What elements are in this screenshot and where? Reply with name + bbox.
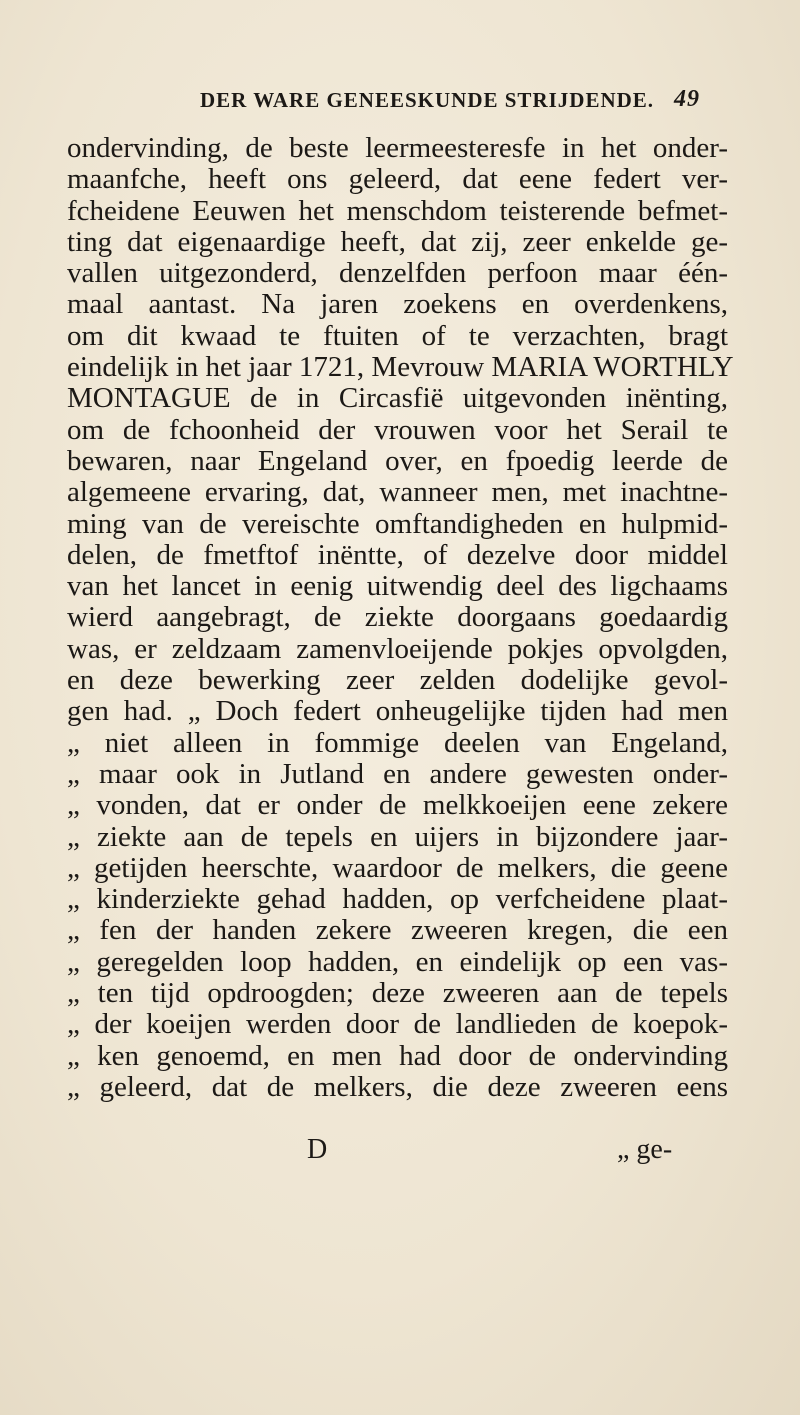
text-line: „ der koeijen werden door de landlieden de koepok- — [67, 1008, 728, 1041]
text-line: „ ziekte aan de tepels en uijers in bijzondere jaar- — [67, 820, 728, 853]
text-line: ming van de vereischte omftandigheden en hulpmid- — [67, 507, 728, 540]
text-line: was, er zeldzaam zamenvloeijende pokjes opvolgden, — [67, 632, 728, 665]
catchword: „ ge- — [617, 1134, 673, 1165]
text-line: om dit kwaad te ftuiten of te verzachten, bragt — [67, 319, 728, 352]
text-line: algemeene ervaring, dat, wanneer men, met inachtne- — [67, 476, 728, 509]
text-line: „ ten tijd opdroogden; deze zweeren aan de tepels — [67, 977, 728, 1010]
text-line: bewaren, naar Engeland over, en fpoedig leerde de — [67, 444, 728, 477]
page-header — [200, 88, 700, 118]
page-footer — [67, 1134, 728, 1170]
signature-mark: D — [307, 1134, 328, 1165]
text-line: „ geleerd, dat de melkers, die deze zweeren eens — [67, 1070, 728, 1103]
text-line: en deze bewerking zeer zelden dodelijke gevol- — [67, 664, 728, 697]
text-line: maal aantast. Na jaren zoekens en overdenkens, — [67, 288, 728, 321]
text-line: MONTAGUE de in Circasfië uitgevonden inënting, — [67, 382, 728, 415]
text-line: ondervinding, de beste leermeesteresfe in het onder- — [67, 132, 728, 164]
text-line: ting dat eigenaardige heeft, dat zij, zeer enkelde ge- — [67, 225, 728, 258]
text-line: „ maar ook in Jutland en andere gewesten onder- — [67, 757, 728, 790]
text-line: „ getijden heerschte, waardoor de melkers, die geene — [67, 851, 728, 884]
text-line: „ niet alleen in fommige deelen van Engeland, — [67, 726, 728, 759]
text-line: „ kinderziekte gehad hadden, op verfcheidene plaat- — [67, 883, 728, 916]
text-line: gen had. „ Doch federt onheugelijke tijden had men — [67, 695, 728, 728]
body-text — [67, 132, 734, 1103]
text-line: delen, de fmetftof inëntte, of dezelve door middel — [67, 538, 728, 571]
running-head: DER WARE GENEESKUNDE STRIJDENDE. — [200, 88, 655, 112]
text-line: eindelijk in het jaar 1721, Mevrouw MARIA WORTHLY — [67, 351, 734, 384]
text-line: „ fen der handen zekere zweeren kregen, die een — [67, 914, 728, 947]
text-line: maanfche, heeft ons geleerd, dat eene federt ver- — [67, 163, 728, 196]
text-line: „ vonden, dat er onder de melkkoeijen eene zekere — [67, 789, 728, 822]
text-line: vallen uitgezonderd, denzelfden perfoon maar één- — [67, 257, 728, 290]
text-line: om de fchoonheid der vrouwen voor het Serail te — [67, 413, 728, 446]
page-number: 49 — [674, 86, 700, 112]
text-line: fcheidene Eeuwen het menschdom teisterende befmet- — [67, 194, 728, 227]
text-line: wierd aangebragt, de ziekte doorgaans goedaardig — [67, 601, 728, 634]
text-line: van het lancet in eenig uitwendig deel des ligchaams — [67, 570, 728, 603]
text-line: „ ken genoemd, en men had door de ondervinding — [67, 1039, 728, 1072]
text-line: „ geregelden loop hadden, en eindelijk op een vas- — [67, 945, 728, 978]
